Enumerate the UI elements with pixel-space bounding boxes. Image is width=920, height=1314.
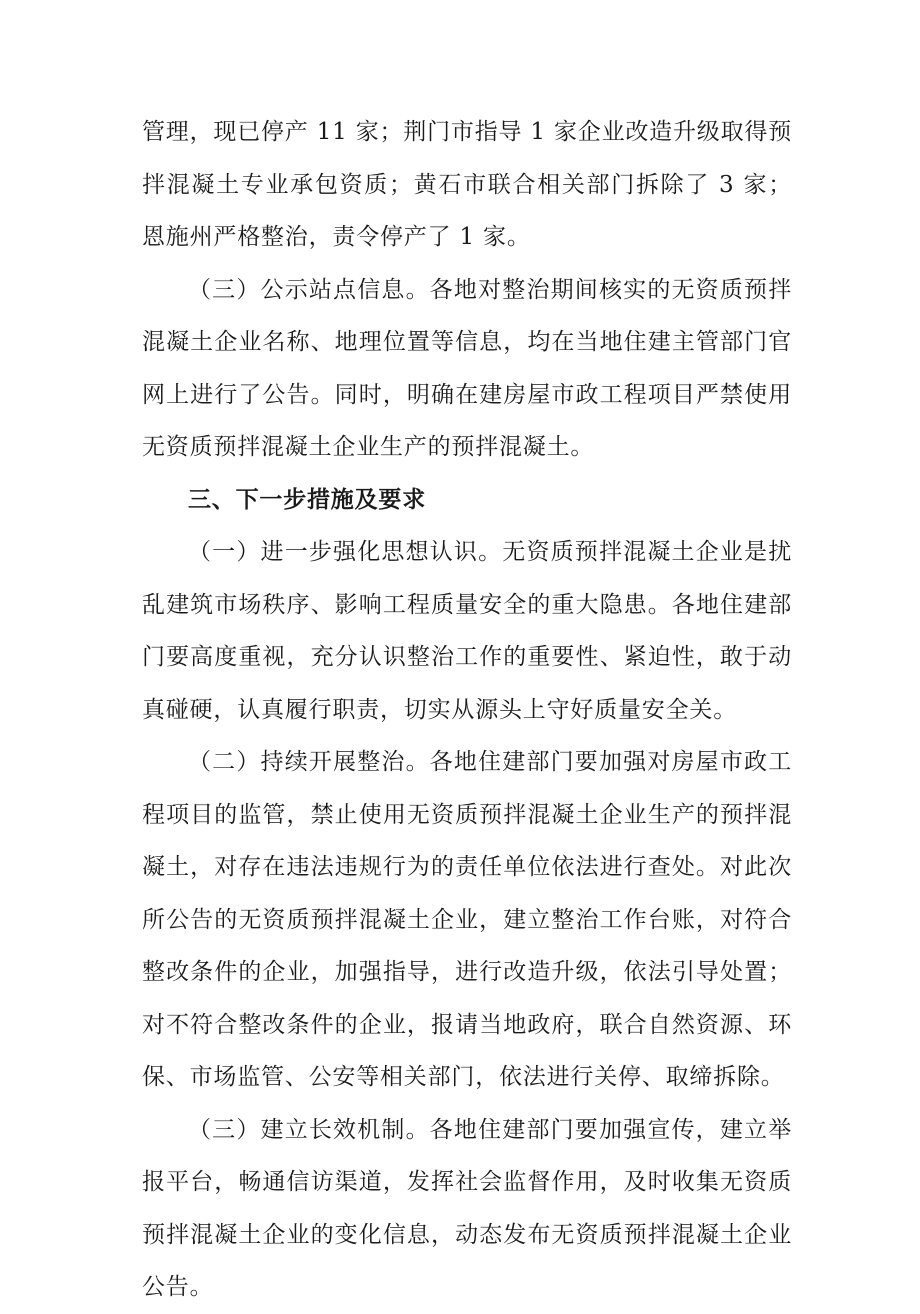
paragraph-continue-rectification: （二）持续开展整治。各地住建部门要加强对房屋市政工程项目的监管，禁止使用无资质预拌混凝土企业生产的预拌混凝土，对存在违法违规行为的责任单位依法进行查处。对此次所公告的无资质预拌混凝土企业，建立整治工作台账，对符合整改条件的企业，加强指导，进行改造升级，依法引导处置；对不符合整改条件的企业，报请当地政府，联合自然资源、环保、市场监管、公安等相关部门，依法进行关停、取缔拆除。 bbox=[142, 749, 792, 1090]
paragraph-continuation: 管理，现已停产 11 家；荆门市指导 1 家企业改造升级取得预拌混凝土专业承包资质；黄石市联合相关部门拆除了 3 家；恩施州严格整治，责令停产了 1 家。 bbox=[142, 119, 792, 250]
paragraph-publicize-info: （三）公示站点信息。各地对整治期间核实的无资质预拌混凝土企业名称、地理位置等信息，均在当地住建主管部门官网上进行了公告。同时，明确在建房屋市政工程项目严禁使用无资质预拌混凝土企业生产的预拌混凝土。 bbox=[142, 276, 792, 460]
paragraph-long-term-mechanism: （三）建立长效机制。各地住建部门要加强宣传，建立举报平台，畅通信访渠道，发挥社会监督作用，及时收集无资质预拌混凝土企业的变化信息，动态发布无资质预拌混凝土企业公告。 bbox=[142, 1116, 792, 1300]
document-body bbox=[142, 106, 792, 1314]
section-heading-next-steps: 三、下一步措施及要求 bbox=[188, 486, 426, 513]
paragraph-strengthen-awareness: （一）进一步强化思想认识。无资质预拌混凝土企业是扰乱建筑市场秩序、影响工程质量安全的重大隐患。各地住建部门要高度重视，充分认识整治工作的重要性、紧迫性，敢于动真碰硬，认真履行职责，切实从源头上守好质量安全关。 bbox=[142, 539, 792, 723]
